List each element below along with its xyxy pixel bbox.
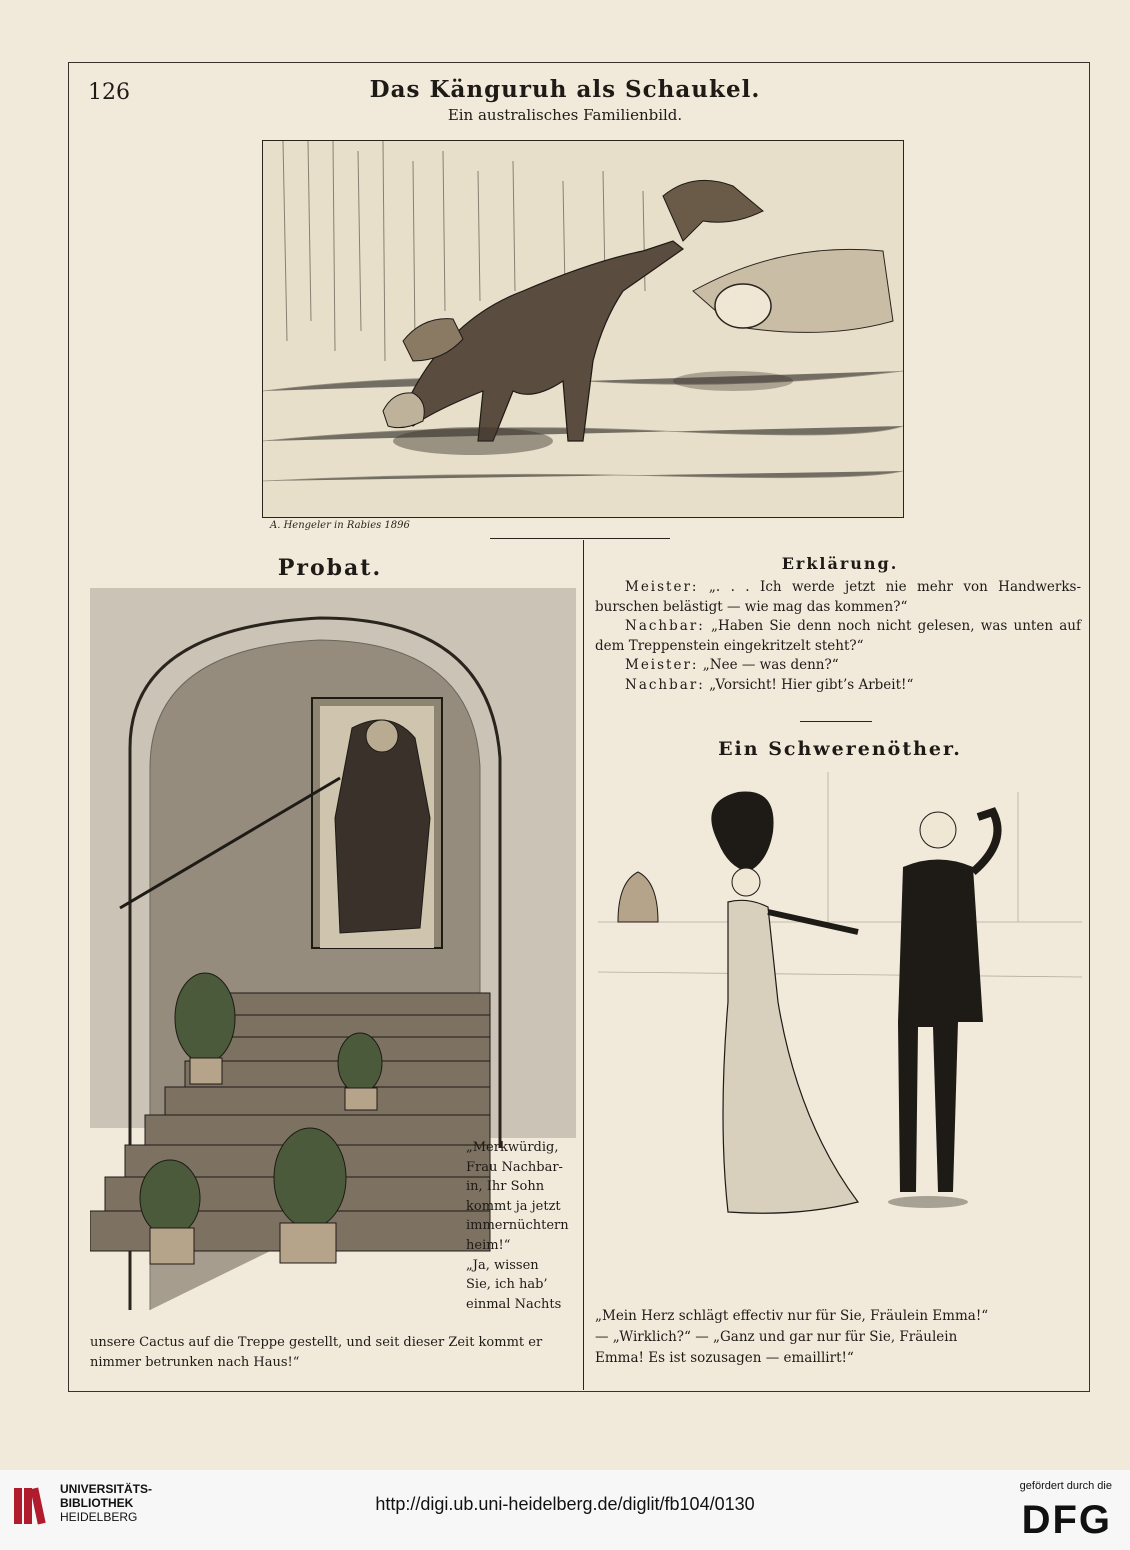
university-name-line: HEIDELBERG [60, 1510, 138, 1524]
caption-line: „Merkwürdig, [466, 1140, 559, 1155]
caption-line: immernüchtern [466, 1218, 569, 1234]
funded-by-label: gefördert durch die [1019, 1480, 1112, 1492]
kangaroo-illustration [262, 140, 904, 518]
dialog-line [595, 676, 1081, 696]
caption-line: in, Ihr Sohn [466, 1179, 545, 1195]
erklaerung-title: Erklärung. [781, 554, 899, 573]
caption-line: „Mein Herz schlägt effectiv nur für Sie, Fräulein Emma!“ [595, 1308, 989, 1324]
speaker: Meister: [625, 579, 699, 595]
dfg-logo: DFG [1021, 1498, 1112, 1542]
page-number: 126 [88, 80, 130, 105]
caption-line: Emma! Es ist sozusagen — emaillirt!“ [595, 1350, 854, 1366]
caption-line: Sie, ich hab’ [466, 1277, 548, 1293]
caption-line: unsere Cactus auf die Treppe gestellt, und seit dieser Zeit kommt er [90, 1335, 543, 1350]
dialog-line [595, 656, 1081, 676]
university-name-line: BIBLIOTHEK [60, 1496, 134, 1510]
erklaerung-dialog [595, 578, 1081, 695]
probat-caption-right [466, 1138, 576, 1314]
caption-line: — „Wirklich?“ — „Ganz und gar nur für Sie, Fräulein [595, 1329, 958, 1345]
university-name-line: UNIVERSITÄTS- [60, 1482, 153, 1496]
caption-line: Frau Nachbar- [466, 1159, 563, 1175]
ballroom-couple-illustration [598, 772, 1082, 1302]
divider-top [490, 538, 670, 539]
kangaroo-signature: A. Hengeler in Rabies 1896 [270, 520, 410, 531]
schwerenoether-title: Ein Schwerenöther. [718, 738, 962, 760]
dialog-text: „. . . Ich werde jetzt nie mehr von Handwerks- burschen belästigt — wie mag das kommen?“ [595, 579, 1082, 615]
dialog-text: „Haben Sie denn noch nicht gelesen, was unten auf dem Treppenstein eingekritzelt steht?“ [595, 618, 1081, 654]
dialog-text: „Nee — was denn?“ [702, 657, 839, 673]
probat-title: Probat. [277, 555, 383, 581]
page-subtitle: Ein australisches Familienbild. [447, 106, 683, 124]
page-title: Das Känguruh als Schaukel. [369, 76, 761, 103]
divider-right [800, 721, 872, 722]
caption-line: einmal Nachts [466, 1296, 562, 1312]
caption-line: „Ja, wissen [466, 1257, 539, 1273]
caption-line: nimmer betrunken nach Haus!“ [90, 1355, 300, 1370]
schwerenoether-caption [595, 1306, 1081, 1369]
dialog-line [595, 578, 1081, 617]
dialog-text: „Vorsicht! Hier gibt’s Arbeit!“ [709, 676, 914, 693]
caption-line: heim!“ [466, 1237, 511, 1253]
dialog-line [595, 617, 1081, 656]
source-url-link[interactable]: http://digi.ub.uni-heidelberg.de/diglit/fb104/0130 [375, 1494, 755, 1514]
speaker: Meister: [625, 657, 699, 673]
speaker: Nachbar: [625, 618, 705, 634]
probat-caption-bottom [90, 1333, 576, 1373]
footer-bar [0, 1470, 1130, 1550]
speaker: Nachbar: [625, 676, 705, 693]
caption-line: kommt ja jetzt [466, 1198, 561, 1214]
column-divider [583, 540, 584, 1390]
